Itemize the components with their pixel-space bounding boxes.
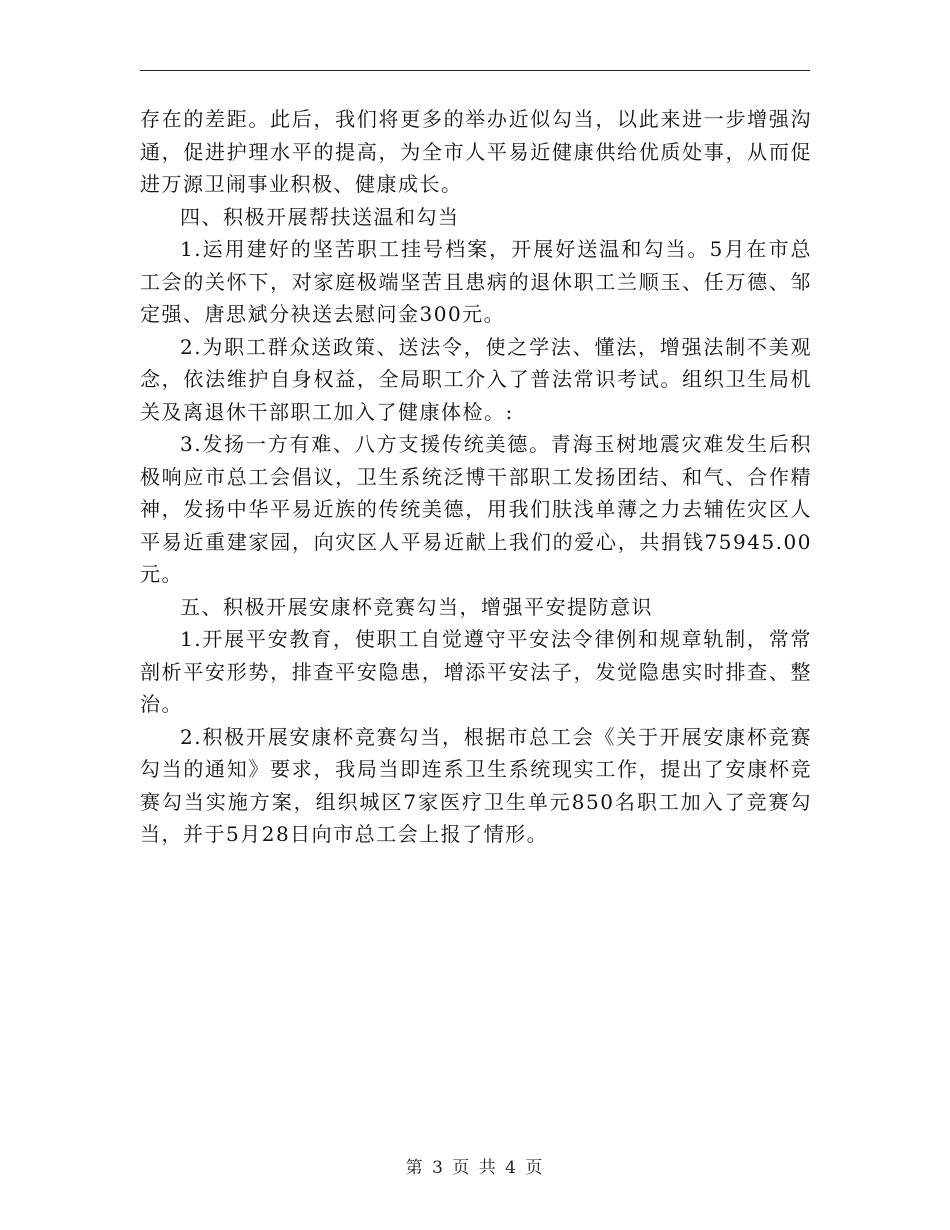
header-rule: [140, 70, 810, 71]
section-heading-5: 五、积极开展安康杯竞赛勾当，增强平安提防意识: [180, 594, 653, 619]
paragraph-5-1: 1.开展平安教育，使职工自觉遵守平安法令律例和规章轨制，常常剖析平安形势，排查平安隐患，增添平安法子，发觉隐患实时排查、整治。: [140, 627, 812, 716]
paragraph-continuation: 存在的差距。此后，我们将更多的举办近似勾当，以此来进一步增强沟通，促进护理水平的提高，为全市人平易近健康供给优质处事，从而促进万源卫闹事业积极、健康成长。: [140, 107, 812, 196]
paragraph-4-2: 2.为职工群众送政策、送法令，使之学法、懂法，增强法制不美观念，依法维护自身权益，全局职工介入了普法常识考试。组织卫生局机关及离退休干部职工加入了健康体检。:: [140, 334, 812, 424]
document-body: [140, 103, 812, 851]
paragraph-5-2: 2.积极开展安康杯竞赛勾当，根据市总工会《关于开展安康杯竞赛勾当的通知》要求，我局当即连系卫生系统现实工作，提出了安康杯竞赛勾当实施方案，组织城区7家医疗卫生单元850名职工加入了竞赛勾当，并于5月28日向市总工会上报了情形。: [140, 724, 812, 846]
paragraph-4-3: 3.发扬一方有难、八方支援传统美德。青海玉树地震灾难发生后积极响应市总工会倡议，卫生系统泛博干部职工发扬团结、和气、合作精神，发扬中华平易近族的传统美德，用我们肤浅单薄之力去辅佐灾区人平易近重建家园，向灾区人平易近献上我们的爱心，共捐钱75945.00元。: [140, 432, 812, 586]
section-heading-4: 四、积极开展帮扶送温和勾当: [180, 204, 460, 229]
page-number-footer: 第 3 页 共 4 页: [405, 1158, 545, 1178]
paragraph-4-1: 1.运用建好的坚苦职工挂号档案，开展好送温和勾当。5月在市总工会的关怀下，对家庭极端坚苦且患病的退休职工兰顺玉、任万德、邹定强、唐思斌分袂送去慰问金300元。: [140, 237, 812, 326]
